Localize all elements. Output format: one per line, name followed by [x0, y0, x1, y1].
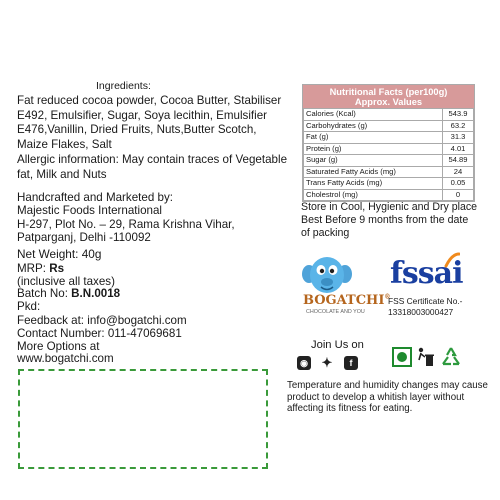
- nutrient-value: 24: [443, 166, 474, 178]
- storage-line: Best Before 9 months from the date: [301, 214, 469, 227]
- nutrient-value: 0: [443, 189, 474, 201]
- nutrient-label: Fat (g): [304, 132, 443, 144]
- nutrition-subtitle: Approx. Values: [354, 97, 423, 107]
- dispose-bin-icon: [415, 346, 435, 368]
- nutrient-value: 0.05: [443, 178, 474, 190]
- brand-wordmark: BOGATCHI: [303, 293, 385, 308]
- nutrition-rows: [303, 108, 474, 201]
- nutrition-row: [304, 166, 474, 178]
- mrp-label: MRP:: [17, 262, 50, 275]
- dashed-label-box: [18, 369, 268, 469]
- nutrient-label: Carbohydrates (g): [304, 120, 443, 132]
- bogatchi-mascot-icon: [302, 254, 352, 296]
- nutrition-row: [304, 155, 474, 167]
- manufacturer-block: [17, 191, 292, 245]
- tax-note: (inclusive all taxes): [17, 275, 115, 288]
- ingredients-text: Fat reduced cocoa powder, Cocoa Butter, Stabiliser E492, Emulsifier, Sugar, Soya lecithin, Emulsifier E476,Vanillin, Dried Fruits, Nuts,Butter Scotch, Maize Flakes, Salt: [17, 94, 282, 151]
- nutrient-label: Cholestrol (mg): [304, 189, 443, 201]
- net-weight: Net Weight: 40g: [17, 247, 102, 261]
- nutrient-value: 31.3: [443, 132, 474, 144]
- batch-number: [17, 287, 120, 300]
- nutrition-row: [304, 178, 474, 190]
- storage-notice: Temperature and humidity changes may cause product to develop a whitish layer without affecting its fitness for eating.: [287, 380, 488, 415]
- join-us-label: Join Us on: [311, 339, 364, 351]
- nutrient-value: 4.01: [443, 143, 474, 155]
- nutrition-row: [304, 120, 474, 132]
- nutrition-row: [304, 109, 474, 121]
- manufacturer-line: Majestic Foods International: [17, 204, 162, 218]
- nutrient-label: Trans Fatty Acids (mg): [304, 178, 443, 190]
- mrp: [17, 262, 64, 275]
- mrp-currency: Rs: [49, 262, 65, 275]
- fssai-logo: fssai: [390, 256, 463, 291]
- manufacturer-line: H-297, Plot No. – 29, Rama Krishna Vihar,: [17, 217, 235, 231]
- nutrient-value: 63.2: [443, 120, 474, 132]
- ingredients-title: Ingredients:: [96, 80, 151, 92]
- nutrition-header: [303, 85, 474, 108]
- manufacturer-line: Patparganj, Delhi -110092: [17, 231, 151, 245]
- storage-info: [301, 201, 481, 241]
- veg-mark-icon: [392, 347, 412, 367]
- manufacturer-line: Handcrafted and Marketed by:: [17, 191, 173, 204]
- website: www.bogatchi.com: [17, 352, 114, 365]
- twitter-icon[interactable]: ✦: [321, 355, 333, 370]
- nutrition-title: Nutritional Facts (per100g): [329, 87, 448, 97]
- feedback-email: Feedback at: info@bogatchi.com: [17, 314, 187, 327]
- contact-number: Contact Number: 011-47069681: [17, 327, 182, 340]
- nutrient-label: Protein (g): [304, 143, 443, 155]
- nutrition-row: [304, 132, 474, 144]
- nutrition-row: [304, 143, 474, 155]
- nutrient-label: Sugar (g): [304, 155, 443, 167]
- nutrient-label: Saturated Fatty Acids (mg): [304, 166, 443, 178]
- storage-line: of packing: [301, 227, 350, 240]
- nutrition-table: [302, 84, 475, 202]
- storage-line: Store in Cool, Hygienic and Dry place: [301, 201, 478, 213]
- nutrient-value: 543.9: [443, 109, 474, 121]
- recycle-icon: [440, 346, 462, 368]
- facebook-icon[interactable]: f: [344, 356, 358, 370]
- batch-label: Batch No:: [17, 287, 72, 300]
- packed-date: Pkd:: [17, 300, 41, 313]
- nutrient-value: 54.89: [443, 155, 474, 167]
- brand-name: [303, 293, 390, 308]
- brand-tagline: CHOCOLATE AND YOU: [306, 309, 365, 315]
- registered-mark: ®: [384, 293, 391, 301]
- fssai-cert-number: 13318003000427: [388, 306, 454, 317]
- fssai-swoosh-icon: [444, 252, 460, 268]
- fssai-cert-label: FSS Certificate No.-: [388, 296, 463, 306]
- allergy-info: Allergic information: May contain traces of Vegetable fat, Milk and Nuts: [17, 153, 288, 181]
- nutrition-row: [304, 189, 474, 201]
- more-options: More Options at: [17, 340, 100, 353]
- batch-value: B.N.0018: [71, 287, 121, 300]
- fssai-certificate: [388, 296, 462, 317]
- instagram-icon[interactable]: ◉: [297, 356, 311, 370]
- nutrient-label: Calories (Kcal): [304, 109, 443, 121]
